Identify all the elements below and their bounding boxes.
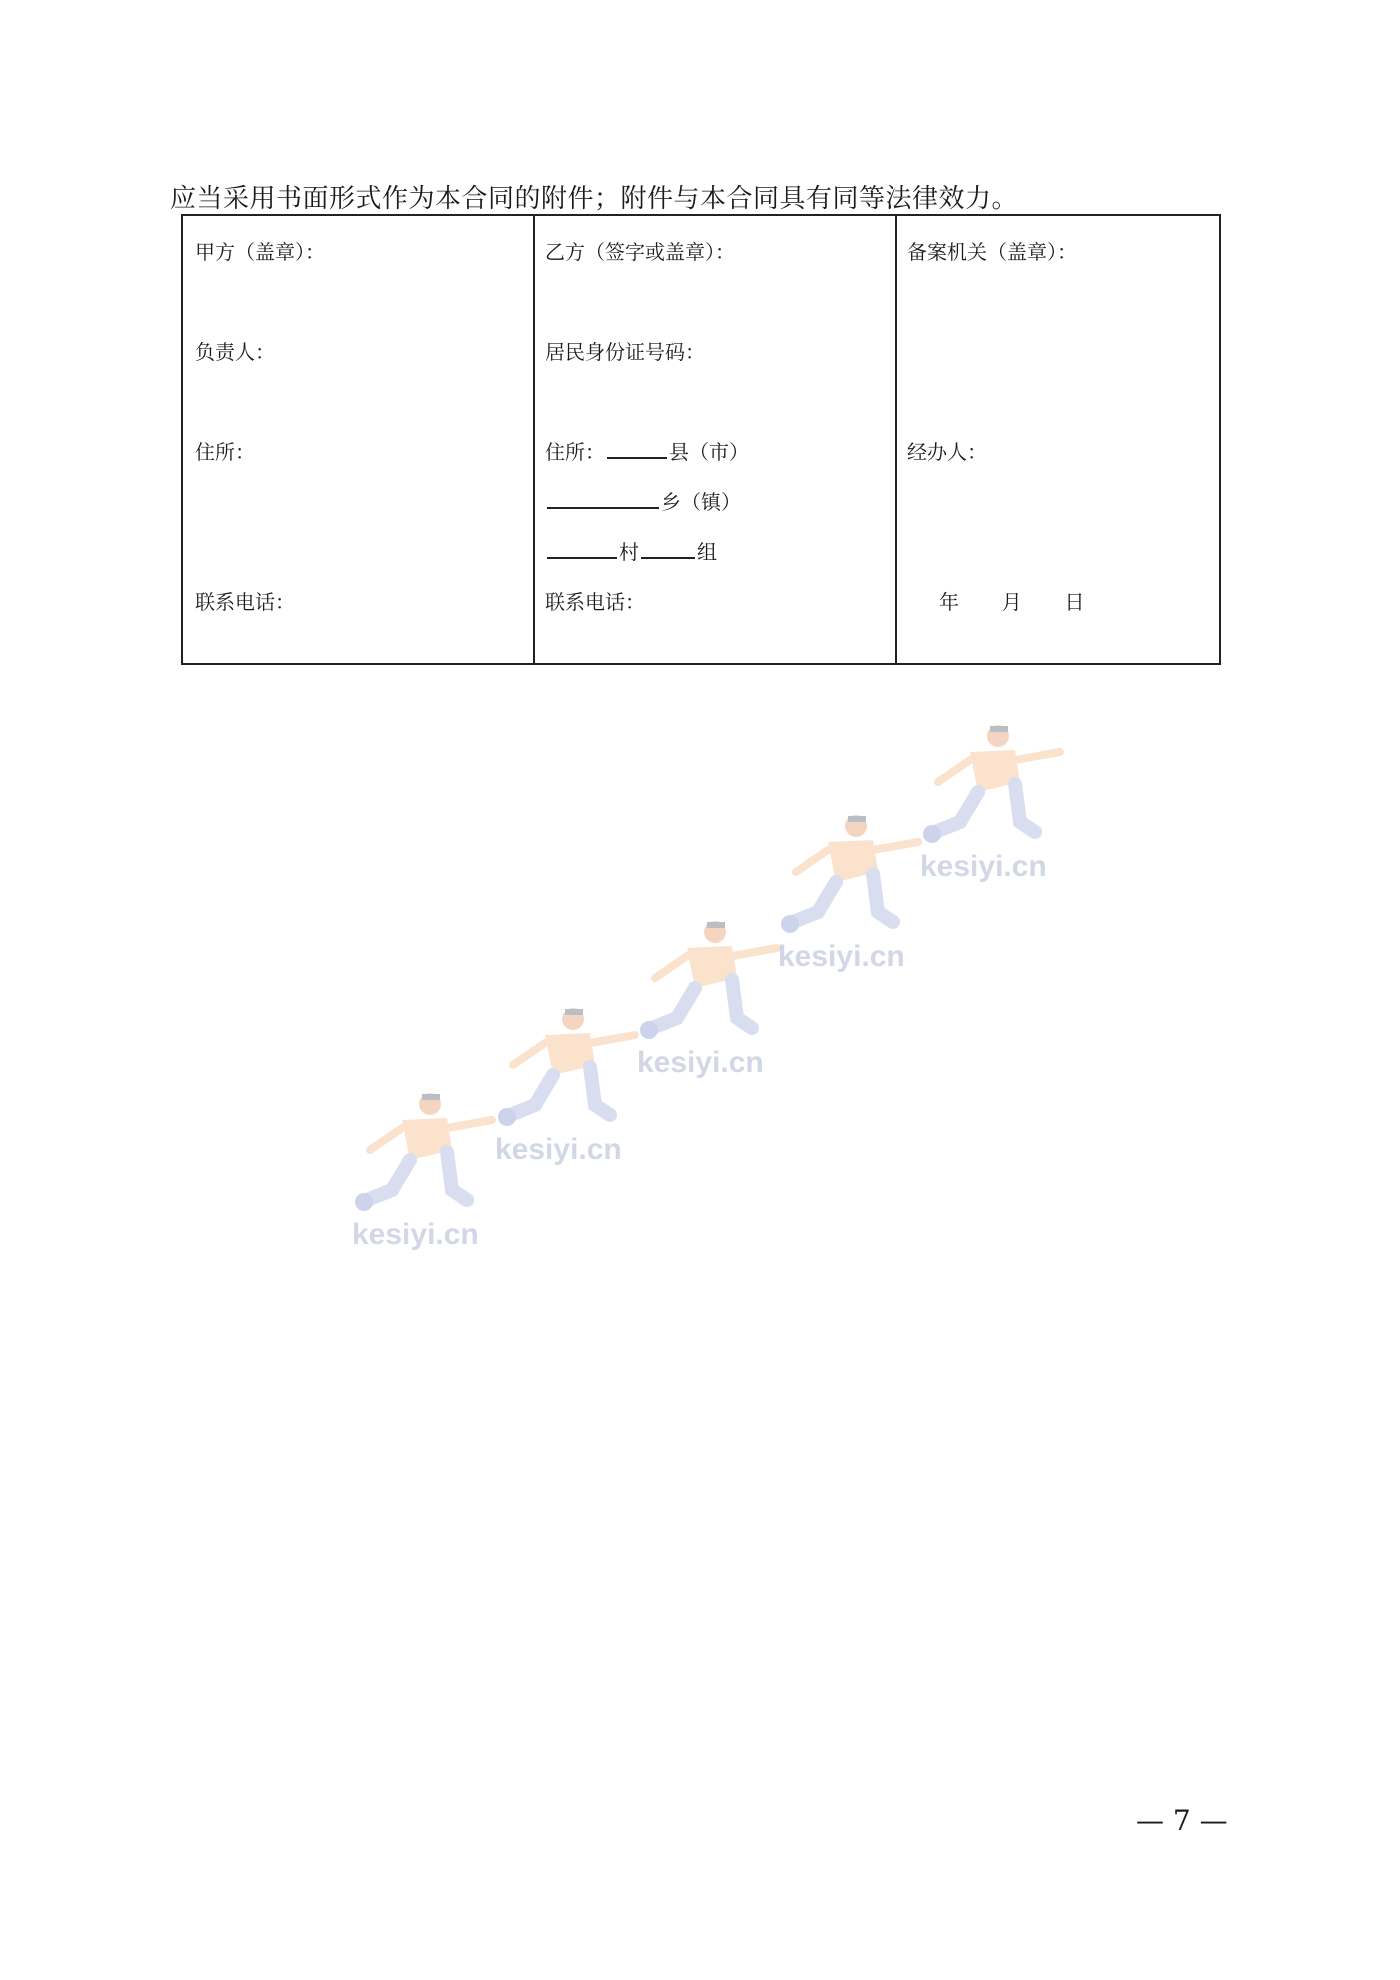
party-b-id-label: 居民身份证号码： bbox=[545, 340, 705, 364]
date-line bbox=[939, 586, 1084, 615]
filing-agency-header: 备案机关（盖章）： bbox=[907, 240, 1077, 264]
village-blank[interactable] bbox=[547, 539, 617, 559]
party-b-header: 乙方（签字或盖章）： bbox=[545, 240, 735, 264]
party-b-phone-label: 联系电话： bbox=[545, 590, 645, 614]
runner-icon bbox=[920, 722, 1070, 852]
runner-icon bbox=[637, 918, 787, 1048]
group-blank[interactable] bbox=[641, 539, 695, 559]
watermark-figure bbox=[920, 722, 1070, 892]
watermark-text: kesiyi.cn bbox=[920, 850, 1047, 883]
township-blank[interactable] bbox=[547, 489, 659, 509]
watermark-figure bbox=[495, 1005, 645, 1175]
group-label: 组 bbox=[697, 540, 717, 564]
watermark-figure bbox=[778, 812, 928, 982]
party-b-address-line bbox=[545, 436, 749, 465]
watermark-text: kesiyi.cn bbox=[637, 1046, 764, 1079]
runner-icon bbox=[495, 1005, 645, 1135]
party-a-phone-label: 联系电话： bbox=[195, 590, 295, 614]
watermark-text: kesiyi.cn bbox=[352, 1218, 479, 1251]
village-label: 村 bbox=[619, 540, 639, 564]
party-a-column bbox=[183, 216, 535, 663]
watermark-text: kesiyi.cn bbox=[495, 1133, 622, 1166]
party-b-column bbox=[533, 216, 897, 663]
party-b-address-label: 住所： bbox=[545, 440, 605, 464]
runner-icon bbox=[778, 812, 928, 942]
year-label: 年 bbox=[939, 590, 959, 614]
watermark-figure bbox=[352, 1090, 502, 1260]
runner-icon bbox=[352, 1090, 502, 1220]
intro-paragraph: 应当采用书面形式作为本合同的附件；附件与本合同具有同等法律效力。 bbox=[170, 184, 1019, 214]
watermark-figure bbox=[637, 918, 787, 1088]
party-a-address-label: 住所： bbox=[195, 440, 255, 464]
township-label: 乡（镇） bbox=[661, 490, 741, 514]
county-blank[interactable] bbox=[607, 439, 667, 459]
county-label: 县（市） bbox=[669, 440, 749, 464]
party-a-header: 甲方（盖章）： bbox=[195, 240, 325, 264]
signature-table bbox=[181, 214, 1221, 665]
day-label: 日 bbox=[1064, 590, 1085, 614]
party-a-responsible-label: 负责人： bbox=[195, 340, 275, 364]
party-b-village-line bbox=[545, 536, 717, 565]
filing-agency-column bbox=[895, 216, 1219, 663]
handler-label: 经办人： bbox=[907, 440, 987, 464]
party-b-township-line bbox=[545, 486, 741, 515]
page-number: — 7 — bbox=[1136, 1804, 1228, 1837]
watermark-text: kesiyi.cn bbox=[778, 940, 905, 973]
month-label: 月 bbox=[1001, 590, 1022, 614]
